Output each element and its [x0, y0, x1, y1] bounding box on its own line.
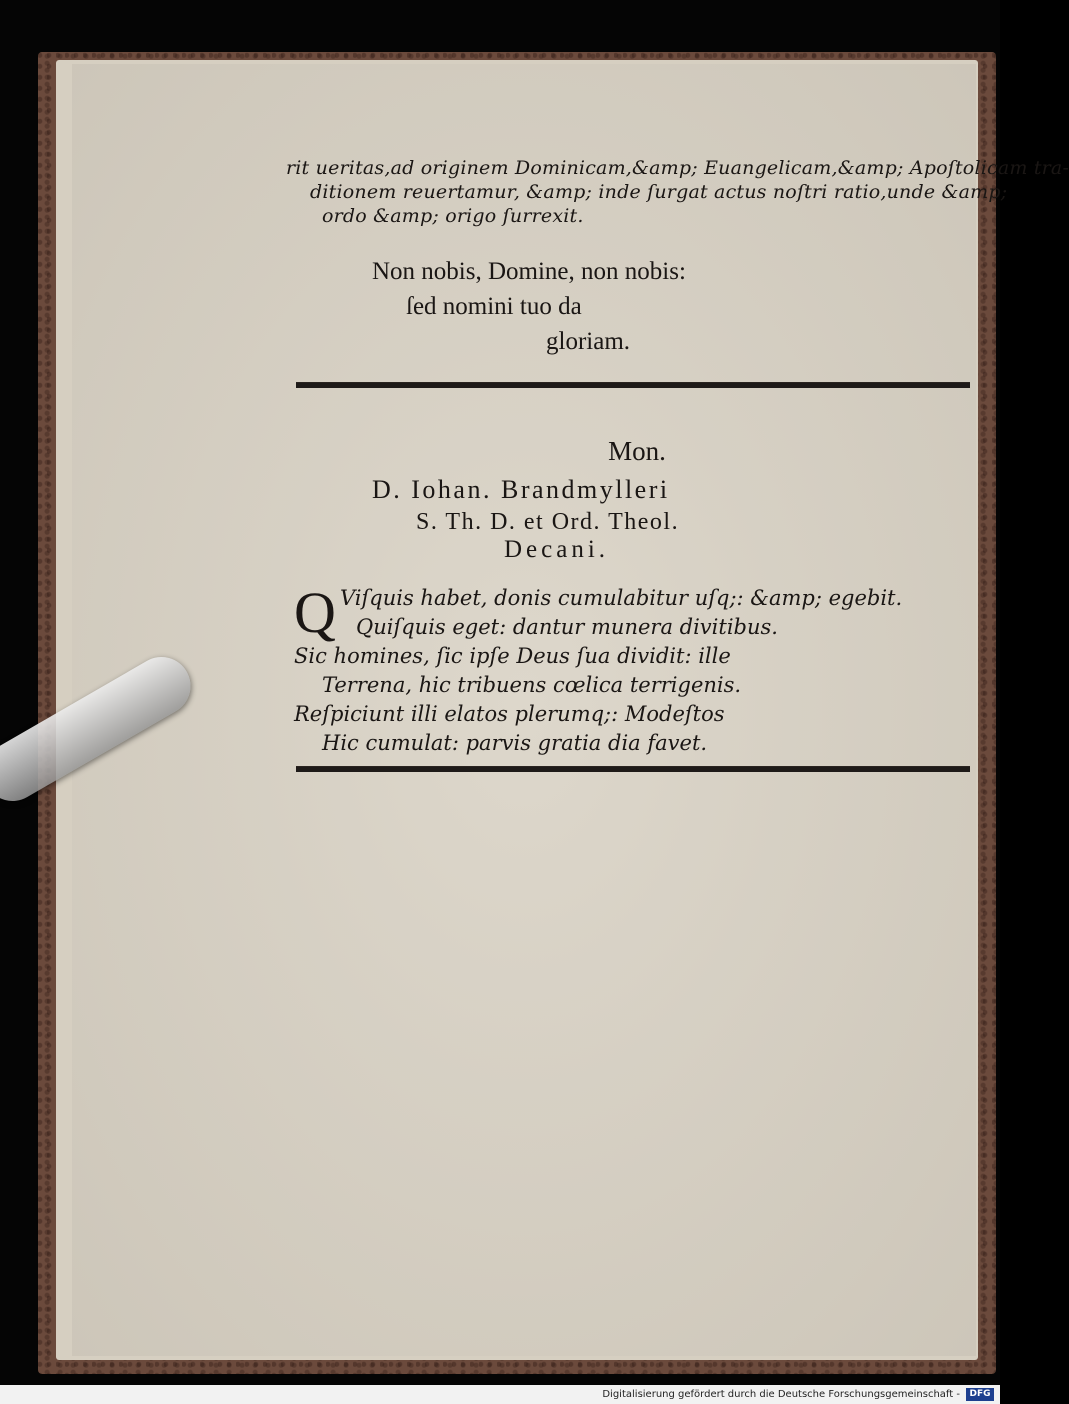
footer-credit: Digitalisierung gefördert durch die Deutsche Forschungsgemeinschaft -	[0, 1385, 1000, 1404]
top-line-2: ditionem reuertamur, &amp; inde ſurgat actus noſtri ratio,unde &amp;	[310, 181, 1008, 203]
motto-line-2: ſed nomini tuo da	[406, 293, 582, 320]
horizontal-rule-bottom	[296, 766, 970, 772]
heading-title: S. Th. D. et Ord. Theol.	[416, 509, 680, 535]
motto-line-1: Non nobis, Domine, non nobis:	[372, 258, 686, 285]
drop-cap: Q	[294, 580, 336, 645]
poem-line-6: Hic cumulat: parvis gratia dia favet.	[322, 731, 708, 755]
horizontal-rule-top	[296, 382, 970, 388]
top-line-3: ordo &amp; origo ſurrexit.	[322, 205, 584, 227]
motto-line-3: gloriam.	[546, 328, 631, 355]
poem-line-1: Viſquis habet, donis cumulabitur uſq;: &amp; egebit.	[340, 586, 903, 610]
poem-line-5: Reſpiciunt illi elatos plerumq;: Modeſtos	[294, 702, 725, 726]
book-page	[72, 64, 1069, 1356]
poem-line-3: Sic homines, ſic ipſe Deus ſua dividit: ille	[294, 644, 731, 668]
heading-block	[372, 436, 942, 564]
heading-mon: Mon.	[608, 436, 666, 466]
poem-line-2: Quiſquis eget: dantur munera divitibus.	[356, 615, 778, 639]
heading-office: Decani.	[504, 536, 610, 563]
motto-block	[372, 254, 686, 359]
heading-author: D. Iohan. Brandmylleri	[372, 475, 670, 504]
poem-block	[294, 580, 984, 758]
top-text-block	[286, 156, 1069, 228]
poem-line-4: Terrena, hic tribuens cœlica terrigenis.	[322, 673, 742, 697]
dfg-logo-icon: DFG	[966, 1388, 994, 1401]
top-line-1: rit ueritas,ad originem Dominicam,&amp; Euangelicam,&amp; Apoſtolicam tra-	[286, 157, 1069, 179]
